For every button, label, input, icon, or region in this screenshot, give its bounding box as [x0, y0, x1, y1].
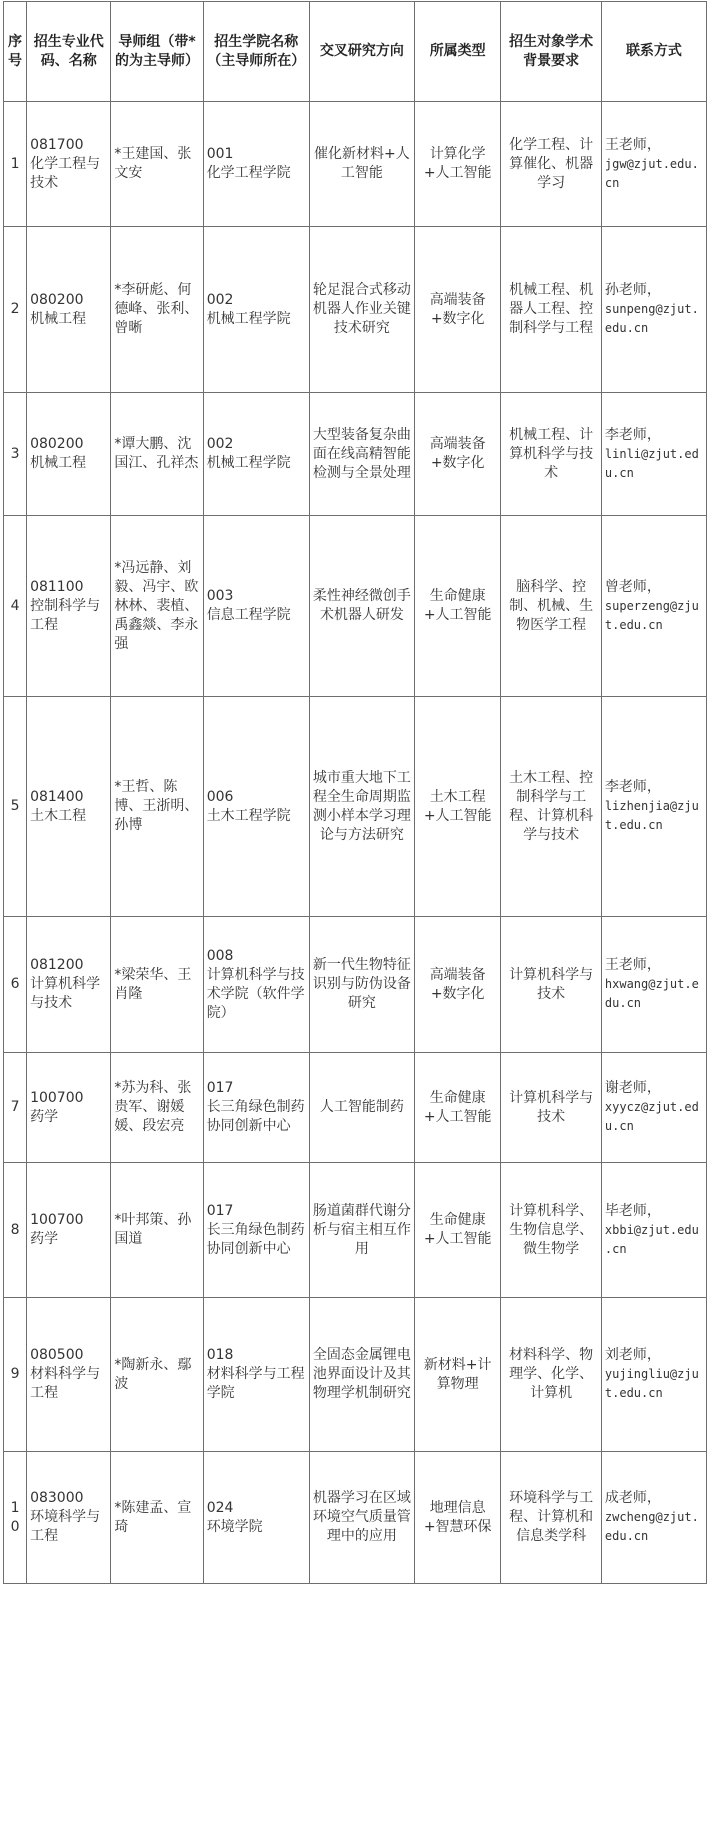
cell-advisors: *冯远静、刘毅、冯宇、欧林林、裴植、禹鑫燚、李永强 — [111, 516, 203, 697]
cell-type: 高端装备+数字化 — [414, 227, 501, 393]
school-code: 008 — [206, 947, 234, 964]
cell-direction: 催化新材料+人工智能 — [309, 102, 414, 227]
school-code: 018 — [206, 1347, 234, 1363]
cell-advisors: *叶邦策、孙国道 — [111, 1163, 203, 1298]
major-name: 环境科学与工程 — [30, 1509, 101, 1544]
cell-advisors: *梁荣华、王肖隆 — [111, 917, 203, 1053]
cell-advisors: *苏为科、张贵军、谢媛媛、段宏亮 — [111, 1053, 203, 1163]
contact-name: 刘老师， — [604, 1347, 661, 1363]
table-row — [4, 697, 707, 917]
cell-school — [203, 1053, 309, 1163]
school-code: 017 — [206, 1080, 234, 1096]
cell-background: 机械工程、机器人工程、控制科学与工程 — [501, 227, 601, 393]
cell-school — [203, 1452, 309, 1584]
cell-background: 计算机科学、生物信息学、微生物学 — [501, 1163, 601, 1298]
school-name: 环境学院 — [206, 1518, 263, 1535]
cell-advisors: *李研彪、何德峰、张利、曾晰 — [111, 227, 203, 393]
cell-contact — [601, 227, 706, 393]
major-code: 080200 — [30, 436, 84, 452]
school-name: 材料科学与工程学院 — [206, 1366, 305, 1401]
major-name: 材料科学与工程 — [30, 1366, 101, 1401]
major-code: 100700 — [30, 1089, 84, 1106]
contact-name: 李老师， — [604, 426, 661, 443]
school-name: 长三角绿色制药协同创新中心 — [206, 1221, 305, 1257]
contact-email: zwcheng@zjut.edu.cn — [604, 1510, 699, 1543]
cell-no: 3 — [4, 393, 27, 516]
school-code: 006 — [206, 788, 234, 805]
cell-type: 生命健康+人工智能 — [414, 1163, 501, 1298]
cell-advisors: *谭大鹏、沈国江、孔祥杰 — [111, 393, 203, 516]
cell-type: 高端装备+数字化 — [414, 917, 501, 1053]
cell-background: 土木工程、控制科学与工程、计算机科学与技术 — [501, 697, 601, 917]
cell-major — [27, 1452, 111, 1584]
cell-type: 生命健康+人工智能 — [414, 1053, 501, 1163]
cell-school — [203, 227, 309, 393]
cell-background: 环境科学与工程、计算机和信息类学科 — [501, 1452, 601, 1584]
header-row — [4, 2, 707, 102]
major-name: 药学 — [30, 1108, 59, 1125]
school-code: 002 — [206, 291, 234, 308]
cell-contact — [601, 393, 706, 516]
cell-direction: 柔性神经微创手术机器人研发 — [309, 516, 414, 697]
major-code: 081400 — [30, 788, 84, 805]
contact-name: 王老师， — [604, 136, 661, 153]
cell-no: 7 — [4, 1053, 27, 1163]
contact-email: jgw@zjut.edu.cn — [604, 156, 699, 190]
cell-background: 脑科学、控制、机械、生物医学工程 — [501, 516, 601, 697]
cell-background: 计算机科学与技术 — [501, 1053, 601, 1163]
contact-name: 王老师， — [604, 957, 661, 973]
cell-direction: 机器学习在区域环境空气质量管理中的应用 — [309, 1452, 414, 1584]
major-code: 080500 — [30, 1347, 84, 1363]
contact-name: 毕老师， — [604, 1202, 661, 1219]
school-code: 002 — [206, 436, 234, 452]
major-code: 083000 — [30, 1490, 84, 1506]
contact-name: 孙老师， — [604, 282, 661, 298]
school-code: 001 — [206, 146, 234, 162]
cell-direction: 人工智能制药 — [309, 1053, 414, 1163]
table-row — [4, 917, 707, 1053]
major-name: 化学工程与技术 — [30, 155, 101, 191]
cell-school — [203, 697, 309, 917]
school-code: 017 — [206, 1202, 234, 1219]
cell-contact — [601, 1452, 706, 1584]
cell-contact — [601, 1053, 706, 1163]
cell-major — [27, 1053, 111, 1163]
cell-school — [203, 516, 309, 697]
cell-contact — [601, 516, 706, 697]
major-code: 081700 — [30, 136, 84, 153]
cell-type: 地理信息+智慧环保 — [414, 1452, 501, 1584]
cell-type: 高端装备+数字化 — [414, 393, 501, 516]
cell-major — [27, 1298, 111, 1452]
table-row — [4, 1163, 707, 1298]
table-row — [4, 1452, 707, 1584]
header-background: 招生对象学术背景要求 — [501, 2, 601, 102]
cell-no: 9 — [4, 1298, 27, 1452]
cell-background: 材料科学、物理学、化学、计算机 — [501, 1298, 601, 1452]
table-body — [4, 102, 707, 1584]
contact-email: xyycz@zjut.edu.cn — [604, 1100, 699, 1133]
header-major: 招生专业代码、名称 — [27, 2, 111, 102]
contact-email: xbbi@zjut.edu.cn — [604, 1222, 699, 1256]
major-name: 土木工程 — [30, 807, 87, 824]
major-code: 081200 — [30, 957, 84, 973]
school-name: 计算机科学与技术学院（软件学院） — [206, 966, 305, 1021]
header-advisors: 导师组（带*的为主导师） — [111, 2, 203, 102]
cell-direction: 轮足混合式移动机器人作业关键技术研究 — [309, 227, 414, 393]
cell-type: 土木工程+人工智能 — [414, 697, 501, 917]
cell-background: 化学工程、计算催化、机器学习 — [501, 102, 601, 227]
cell-contact — [601, 102, 706, 227]
major-name: 机械工程 — [30, 455, 87, 471]
table-row — [4, 516, 707, 697]
cell-no: 1 — [4, 102, 27, 227]
contact-email: superzeng@zjut.edu.cn — [604, 598, 699, 632]
major-code: 081100 — [30, 578, 84, 595]
cell-no: 6 — [4, 917, 27, 1053]
cell-type: 生命健康+人工智能 — [414, 516, 501, 697]
cell-major — [27, 227, 111, 393]
cell-school — [203, 917, 309, 1053]
header-school: 招生学院名称（主导师所在） — [203, 2, 309, 102]
cell-advisors: *王建国、张文安 — [111, 102, 203, 227]
header-type: 所属类型 — [414, 2, 501, 102]
cell-contact — [601, 917, 706, 1053]
table-row — [4, 227, 707, 393]
school-code: 024 — [206, 1499, 234, 1516]
major-name: 机械工程 — [30, 310, 87, 327]
cell-major — [27, 393, 111, 516]
cell-direction: 大型装备复杂曲面在线高精智能检测与全景处理 — [309, 393, 414, 516]
school-name: 信息工程学院 — [206, 607, 291, 623]
table-row — [4, 102, 707, 227]
table-row — [4, 1053, 707, 1163]
cell-type: 新材料+计算物理 — [414, 1298, 501, 1452]
school-name: 机械工程学院 — [206, 310, 291, 327]
cell-major — [27, 516, 111, 697]
cell-school — [203, 1163, 309, 1298]
table-row — [4, 1298, 707, 1452]
cell-major — [27, 917, 111, 1053]
major-code: 100700 — [30, 1212, 84, 1228]
cell-contact — [601, 1163, 706, 1298]
cell-major — [27, 1163, 111, 1298]
school-code: 003 — [206, 588, 234, 604]
contact-email: sunpeng@zjut.edu.cn — [604, 302, 699, 335]
contact-email: linli@zjut.edu.cn — [604, 446, 699, 480]
major-name: 计算机科学与技术 — [30, 976, 101, 1011]
cell-no: 5 — [4, 697, 27, 917]
cell-major — [27, 697, 111, 917]
contact-name: 曾老师， — [604, 578, 661, 595]
cell-school — [203, 393, 309, 516]
table-row — [4, 393, 707, 516]
cell-no: 10 — [4, 1452, 27, 1584]
header-no: 序号 — [4, 2, 27, 102]
cell-advisors: *陶新永、鄢波 — [111, 1298, 203, 1452]
cell-background: 计算机科学与技术 — [501, 917, 601, 1053]
cell-advisors: *王哲、陈博、王浙明、孙博 — [111, 697, 203, 917]
cell-type: 计算化学+人工智能 — [414, 102, 501, 227]
cell-school — [203, 1298, 309, 1452]
school-name: 土木工程学院 — [206, 807, 291, 824]
enrollment-table — [3, 1, 707, 1584]
contact-name: 李老师， — [604, 779, 661, 795]
major-code: 080200 — [30, 291, 84, 308]
cell-major — [27, 102, 111, 227]
cell-direction: 肠道菌群代谢分析与宿主相互作用 — [309, 1163, 414, 1298]
contact-email: yujingliu@zjut.edu.cn — [604, 1367, 699, 1400]
cell-direction: 全固态金属锂电池界面设计及其物理学机制研究 — [309, 1298, 414, 1452]
school-name: 化学工程学院 — [206, 165, 291, 181]
cell-contact — [601, 697, 706, 917]
cell-advisors: *陈建孟、宣琦 — [111, 1452, 203, 1584]
cell-direction: 新一代生物特征识别与防伪设备研究 — [309, 917, 414, 1053]
cell-no: 8 — [4, 1163, 27, 1298]
cell-school — [203, 102, 309, 227]
cell-direction: 城市重大地下工程全生命周期监测小样本学习理论与方法研究 — [309, 697, 414, 917]
header-direction: 交叉研究方向 — [309, 2, 414, 102]
cell-no: 2 — [4, 227, 27, 393]
cell-contact — [601, 1298, 706, 1452]
header-contact: 联系方式 — [601, 2, 706, 102]
contact-name: 谢老师， — [604, 1080, 661, 1096]
contact-email: hxwang@zjut.edu.cn — [604, 977, 699, 1010]
contact-name: 成老师， — [604, 1490, 661, 1506]
school-name: 机械工程学院 — [206, 455, 291, 471]
cell-background: 机械工程、计算机科学与技术 — [501, 393, 601, 516]
cell-no: 4 — [4, 516, 27, 697]
major-name: 控制科学与工程 — [30, 597, 101, 633]
major-name: 药学 — [30, 1231, 59, 1247]
school-name: 长三角绿色制药协同创新中心 — [206, 1099, 305, 1134]
contact-email: lizhenjia@zjut.edu.cn — [604, 799, 699, 832]
